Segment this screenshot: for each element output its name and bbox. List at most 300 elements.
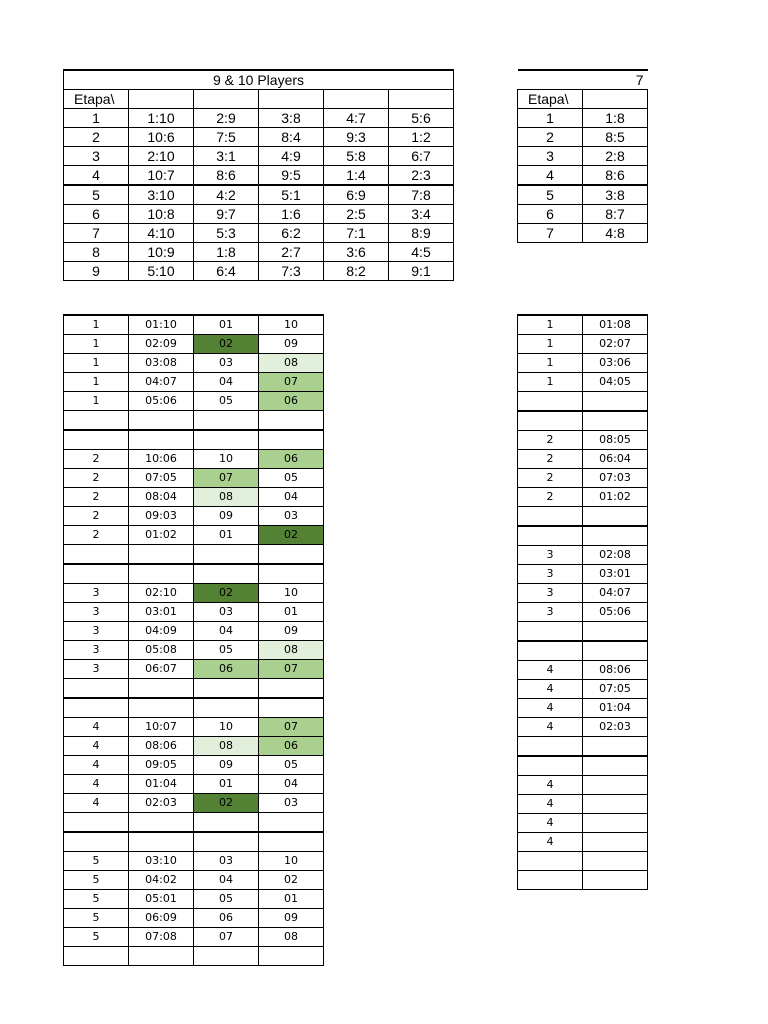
pair-cell: 09	[259, 909, 324, 928]
etapa-cell: 4	[518, 166, 583, 186]
etapa-cell: 1	[518, 373, 583, 392]
pair-cell: 8:4	[259, 128, 324, 147]
table-row	[518, 469, 648, 488]
pair-cell	[129, 679, 194, 699]
pair-cell: 05	[259, 469, 324, 488]
pair-cell: 05	[194, 392, 259, 411]
etapa-cell	[64, 411, 129, 431]
pair-cell: 01:08	[583, 315, 648, 335]
pair-cell: 09:05	[129, 756, 194, 775]
pair-cell: 3:10	[129, 185, 194, 205]
pair-cell: 10:06	[129, 450, 194, 469]
pair-cell: 7:1	[324, 224, 389, 243]
etapa-cell: 4	[518, 814, 583, 833]
pair-cell	[259, 698, 324, 718]
pair-cell: 02:03	[583, 718, 648, 737]
pair-cell: 08	[259, 928, 324, 947]
pair-cell: 7:8	[389, 185, 454, 205]
table-row	[518, 450, 648, 469]
pair-cell	[129, 947, 194, 966]
table-row	[64, 928, 324, 947]
pair-cell: 06	[259, 737, 324, 756]
pair-cell: 02	[259, 871, 324, 890]
pair-cell	[194, 947, 259, 966]
pair-cell: 10:6	[129, 128, 194, 147]
table-row	[518, 354, 648, 373]
etapa-cell: 4	[518, 776, 583, 795]
etapa-cell: 1	[64, 315, 129, 335]
pair-cell: 1:4	[324, 166, 389, 186]
table-row	[64, 411, 324, 431]
pair-cell: 8:6	[583, 166, 648, 186]
pair-cell: 07	[194, 469, 259, 488]
table-row	[518, 680, 648, 699]
table-row	[64, 166, 454, 186]
table-row	[518, 488, 648, 507]
table-row	[64, 852, 324, 871]
table-row	[64, 205, 454, 224]
table-title: 7	[518, 70, 648, 90]
table-row	[64, 813, 324, 833]
pair-cell	[583, 833, 648, 852]
pair-cell: 9:3	[324, 128, 389, 147]
pair-cell: 08	[259, 641, 324, 660]
etapa-header: Etapa\	[518, 90, 583, 109]
table-title: 9 & 10 Players	[64, 70, 454, 90]
table-row	[518, 833, 648, 852]
etapa-cell: 4	[64, 794, 129, 813]
etapa-cell: 2	[64, 507, 129, 526]
etapa-cell: 4	[518, 699, 583, 718]
pair-cell: 6:4	[194, 262, 259, 281]
pair-cell: 01	[259, 603, 324, 622]
pair-cell: 04	[194, 871, 259, 890]
pair-cell	[259, 411, 324, 431]
table-row	[518, 661, 648, 680]
table-row	[64, 488, 324, 507]
pair-cell	[259, 947, 324, 966]
etapa-cell: 2	[518, 488, 583, 507]
etapa-cell: 4	[64, 718, 129, 737]
pair-cell: 10:9	[129, 243, 194, 262]
etapa-cell: 4	[64, 775, 129, 794]
pair-cell	[583, 507, 648, 527]
pair-cell: 07	[259, 660, 324, 679]
etapa-cell: 9	[64, 262, 129, 281]
pair-cell: 09	[194, 507, 259, 526]
pair-cell: 6:2	[259, 224, 324, 243]
etapa-cell	[64, 947, 129, 966]
pair-cell	[583, 776, 648, 795]
table-row	[64, 832, 324, 852]
table-row	[518, 392, 648, 412]
pair-cell: 10	[194, 718, 259, 737]
table-row	[64, 641, 324, 660]
pair-cell: 04	[194, 622, 259, 641]
table-row	[518, 224, 648, 243]
pair-cell: 05	[259, 756, 324, 775]
pair-cell	[129, 545, 194, 565]
pair-cell: 04:09	[129, 622, 194, 641]
etapa-cell: 1	[518, 109, 583, 128]
pair-cell: 04	[259, 775, 324, 794]
table-row	[518, 109, 648, 128]
pair-cell: 08	[194, 737, 259, 756]
header-cell	[129, 90, 194, 109]
pair-cell	[583, 392, 648, 412]
pair-cell	[194, 545, 259, 565]
table-row	[518, 795, 648, 814]
pair-cell: 09	[194, 756, 259, 775]
pair-cell: 05:06	[129, 392, 194, 411]
pair-cell: 03:06	[583, 354, 648, 373]
etapa-cell	[518, 411, 583, 431]
pair-cell: 8:2	[324, 262, 389, 281]
etapa-cell: 3	[518, 584, 583, 603]
table-row	[64, 794, 324, 813]
pair-cell: 01	[259, 890, 324, 909]
etapa-cell: 3	[64, 584, 129, 603]
pair-cell: 1:6	[259, 205, 324, 224]
etapa-cell: 6	[518, 205, 583, 224]
pair-cell: 02:10	[129, 584, 194, 603]
pair-cell: 07	[194, 928, 259, 947]
pair-cell: 2:7	[259, 243, 324, 262]
etapa-cell: 1	[518, 354, 583, 373]
table-row	[518, 871, 648, 890]
pair-cell: 8:9	[389, 224, 454, 243]
pair-cell: 8:7	[583, 205, 648, 224]
etapa-cell: 2	[64, 128, 129, 147]
table-row	[518, 584, 648, 603]
table-row	[64, 128, 454, 147]
table-row	[518, 622, 648, 642]
schedule-10-players-table	[63, 69, 454, 281]
table-row	[64, 507, 324, 526]
table-row	[518, 565, 648, 584]
table-row	[518, 335, 648, 354]
etapa-cell: 2	[64, 450, 129, 469]
table-row	[518, 185, 648, 205]
pair-cell: 5:10	[129, 262, 194, 281]
etapa-cell: 1	[518, 315, 583, 335]
pair-cell: 4:9	[259, 147, 324, 166]
etapa-cell: 2	[64, 488, 129, 507]
table-row	[64, 526, 324, 545]
pair-cell: 02:08	[583, 546, 648, 565]
pair-cell: 03:08	[129, 354, 194, 373]
pair-cell: 3:6	[324, 243, 389, 262]
pair-cell: 07:05	[583, 680, 648, 699]
table-row	[64, 243, 454, 262]
pair-cell	[259, 679, 324, 699]
pair-cell: 1:8	[194, 243, 259, 262]
pair-cell	[194, 411, 259, 431]
table-row	[518, 641, 648, 661]
pair-cell: 9:1	[389, 262, 454, 281]
pair-cell	[583, 871, 648, 890]
pair-cell: 5:3	[194, 224, 259, 243]
pair-cell: 06	[194, 660, 259, 679]
pair-cell: 3:8	[583, 185, 648, 205]
pair-cell	[194, 430, 259, 450]
etapa-cell	[64, 564, 129, 584]
pair-cell: 3:1	[194, 147, 259, 166]
pair-cell: 04	[259, 488, 324, 507]
pair-cell: 09:03	[129, 507, 194, 526]
pair-cell: 10:8	[129, 205, 194, 224]
table-row	[64, 315, 324, 335]
pair-cell: 5:1	[259, 185, 324, 205]
pair-cell: 09	[259, 335, 324, 354]
pair-cell	[129, 430, 194, 450]
pair-cell: 7:3	[259, 262, 324, 281]
pair-cell: 10	[259, 852, 324, 871]
table-row	[518, 699, 648, 718]
table-row	[518, 147, 648, 166]
etapa-cell: 5	[518, 185, 583, 205]
table-row	[64, 469, 324, 488]
etapa-cell: 5	[64, 928, 129, 947]
pair-cell: 07	[259, 718, 324, 737]
table-row	[64, 392, 324, 411]
pair-cell: 08:06	[129, 737, 194, 756]
table-row	[64, 679, 324, 699]
table-row	[518, 205, 648, 224]
pair-cell: 3:8	[259, 109, 324, 128]
schedule-7-players-table	[517, 69, 648, 243]
pair-cell: 03	[194, 603, 259, 622]
pair-cell: 05	[194, 641, 259, 660]
etapa-cell: 4	[64, 756, 129, 775]
etapa-header: Etapa\	[64, 90, 129, 109]
etapa-cell: 5	[64, 852, 129, 871]
pair-cell	[583, 737, 648, 757]
table-row	[64, 450, 324, 469]
etapa-cell: 7	[518, 224, 583, 243]
pair-cell: 04:07	[129, 373, 194, 392]
etapa-cell: 3	[64, 147, 129, 166]
pair-cell: 9:5	[259, 166, 324, 186]
pair-cell: 01	[194, 526, 259, 545]
etapa-cell	[518, 871, 583, 890]
etapa-cell	[518, 526, 583, 546]
table-row	[518, 546, 648, 565]
pair-cell: 07:05	[129, 469, 194, 488]
etapa-cell: 5	[64, 890, 129, 909]
pair-cell	[194, 698, 259, 718]
etapa-cell: 2	[518, 450, 583, 469]
etapa-cell: 1	[64, 335, 129, 354]
pair-cell	[583, 411, 648, 431]
table-row	[64, 564, 324, 584]
pair-cell: 02:09	[129, 335, 194, 354]
etapa-cell: 6	[64, 205, 129, 224]
etapa-cell: 2	[518, 469, 583, 488]
pair-cell	[259, 813, 324, 833]
pair-cell: 03:01	[129, 603, 194, 622]
pair-cell: 10	[259, 584, 324, 603]
pair-cell	[259, 564, 324, 584]
table-row	[64, 430, 324, 450]
pair-cell: 10:7	[129, 166, 194, 186]
pair-cell: 03	[194, 354, 259, 373]
table-row	[518, 776, 648, 795]
table-row	[64, 224, 454, 243]
pair-cell: 4:10	[129, 224, 194, 243]
pair-cell: 2:9	[194, 109, 259, 128]
table-row	[518, 756, 648, 776]
pair-cell: 05	[194, 890, 259, 909]
etapa-cell: 3	[64, 603, 129, 622]
etapa-cell	[64, 430, 129, 450]
header-cell	[259, 90, 324, 109]
pair-cell: 03:01	[583, 565, 648, 584]
pair-cell: 06	[259, 392, 324, 411]
pair-cell: 10	[194, 450, 259, 469]
table-row	[64, 185, 454, 205]
pair-cell: 02	[194, 335, 259, 354]
table-row	[64, 718, 324, 737]
pair-cell	[259, 545, 324, 565]
pair-cell: 04:07	[583, 584, 648, 603]
pair-cell: 1:8	[583, 109, 648, 128]
etapa-cell: 8	[64, 243, 129, 262]
etapa-cell	[64, 679, 129, 699]
etapa-cell: 2	[64, 469, 129, 488]
pair-cell	[194, 679, 259, 699]
etapa-cell	[64, 832, 129, 852]
etapa-cell: 4	[64, 737, 129, 756]
table-row	[518, 431, 648, 450]
pair-cell: 07:03	[583, 469, 648, 488]
pair-cell: 05:01	[129, 890, 194, 909]
pair-cell: 08:05	[583, 431, 648, 450]
pair-cell	[583, 641, 648, 661]
pair-cell	[194, 832, 259, 852]
pair-cell: 03	[259, 794, 324, 813]
table-row	[64, 756, 324, 775]
pair-cell: 05:06	[583, 603, 648, 622]
etapa-cell: 4	[518, 833, 583, 852]
etapa-cell: 3	[64, 622, 129, 641]
table-row	[518, 814, 648, 833]
pair-cell: 01	[194, 315, 259, 335]
table-row	[518, 411, 648, 431]
pair-cell	[194, 813, 259, 833]
etapa-cell: 4	[518, 661, 583, 680]
table-row	[518, 852, 648, 871]
table-row	[518, 315, 648, 335]
etapa-cell: 1	[64, 392, 129, 411]
table-row	[64, 354, 324, 373]
pair-cell	[259, 832, 324, 852]
etapa-cell: 3	[518, 147, 583, 166]
pair-cell	[129, 411, 194, 431]
pair-cell: 01	[194, 775, 259, 794]
table-row	[64, 335, 324, 354]
pair-cell: 2:10	[129, 147, 194, 166]
etapa-cell: 3	[64, 641, 129, 660]
table-row	[64, 147, 454, 166]
etapa-cell	[518, 392, 583, 412]
pair-cell: 4:5	[389, 243, 454, 262]
header-cell	[324, 90, 389, 109]
pair-cell: 2:8	[583, 147, 648, 166]
table-row	[64, 584, 324, 603]
pair-cell: 02	[194, 584, 259, 603]
table-row	[518, 128, 648, 147]
pair-cell	[259, 430, 324, 450]
pair-cell: 06:07	[129, 660, 194, 679]
pair-cell: 08:04	[129, 488, 194, 507]
pair-cell: 06:04	[583, 450, 648, 469]
etapa-cell: 1	[64, 354, 129, 373]
pair-cell: 6:9	[324, 185, 389, 205]
pair-cell	[583, 852, 648, 871]
etapa-cell	[64, 813, 129, 833]
table-row	[64, 947, 324, 966]
table-row	[64, 737, 324, 756]
header-cell	[389, 90, 454, 109]
pair-cell	[129, 698, 194, 718]
pair-cell: 3:4	[389, 205, 454, 224]
pair-cell: 04:02	[129, 871, 194, 890]
pair-cell	[129, 832, 194, 852]
table-row	[64, 660, 324, 679]
pair-cell: 01:10	[129, 315, 194, 335]
pair-cell	[583, 814, 648, 833]
table-row	[518, 526, 648, 546]
etapa-cell: 2	[518, 431, 583, 450]
etapa-cell: 4	[64, 166, 129, 186]
pair-cell: 9:7	[194, 205, 259, 224]
table-row	[64, 545, 324, 565]
etapa-cell: 1	[518, 335, 583, 354]
etapa-cell: 3	[518, 565, 583, 584]
etapa-cell	[518, 756, 583, 776]
table-row	[64, 909, 324, 928]
etapa-cell: 5	[64, 185, 129, 205]
pair-cell: 10:07	[129, 718, 194, 737]
detail-10-players-table	[63, 314, 324, 966]
table-row	[64, 775, 324, 794]
etapa-cell: 1	[64, 109, 129, 128]
pair-cell: 6:7	[389, 147, 454, 166]
pair-cell: 02:07	[583, 335, 648, 354]
header-cell	[194, 90, 259, 109]
table-row	[518, 373, 648, 392]
etapa-cell	[64, 698, 129, 718]
table-row	[64, 890, 324, 909]
table-row	[518, 166, 648, 186]
pair-cell: 5:6	[389, 109, 454, 128]
etapa-cell: 3	[518, 546, 583, 565]
pair-cell	[583, 622, 648, 642]
pair-cell: 07:08	[129, 928, 194, 947]
table-row	[64, 373, 324, 392]
pair-cell	[194, 564, 259, 584]
pair-cell: 8:5	[583, 128, 648, 147]
table-row	[64, 109, 454, 128]
etapa-cell: 2	[64, 526, 129, 545]
pair-cell: 7:5	[194, 128, 259, 147]
pair-cell	[583, 756, 648, 776]
etapa-cell: 3	[64, 660, 129, 679]
pair-cell: 2:3	[389, 166, 454, 186]
etapa-cell: 4	[518, 718, 583, 737]
pair-cell: 03:10	[129, 852, 194, 871]
